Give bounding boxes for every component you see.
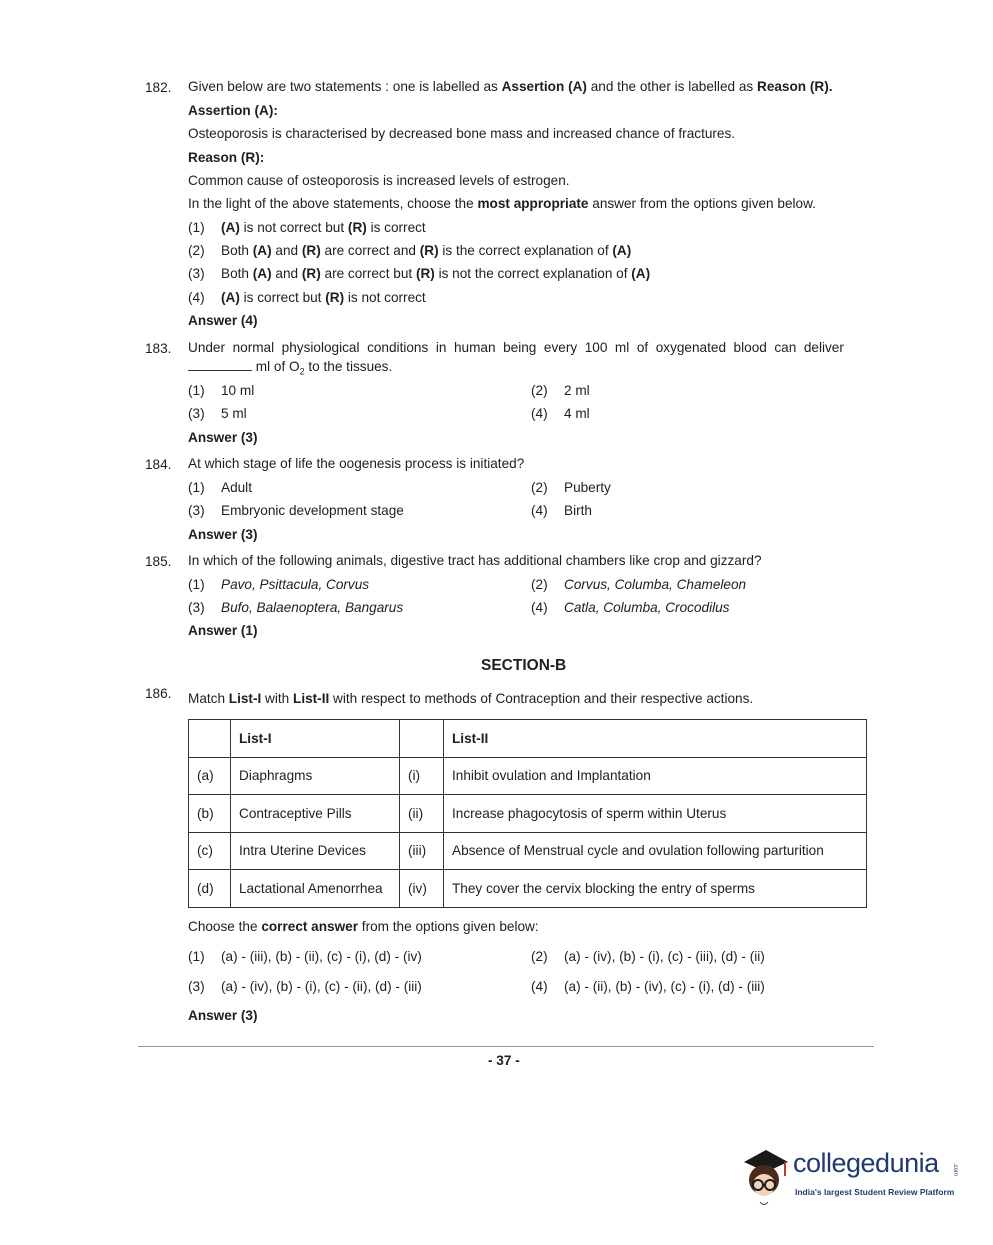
option-2: (2) Both (A) and (R) are correct and (R) is the correct explanation of (A)	[188, 243, 632, 258]
option-2: (2) (a) - (iv), (b) - (i), (c) - (iii), (d) - (ii)	[531, 949, 765, 964]
question-183-text: Under normal physiological conditions in human being every 100 ml of oxygenated blood can deliver	[188, 340, 844, 355]
question-182-intro: Given below are two statements : one is labelled as Assertion (A) and the other is labelled as Reason (R).	[188, 79, 833, 94]
table-row	[189, 795, 867, 833]
table-cell: (ii)	[400, 795, 444, 833]
reason-text: Common cause of osteoporosis is increased levels of estrogen.	[188, 173, 570, 188]
option-1: (1) (a) - (iii), (b) - (ii), (c) - (i), (d) - (iv)	[188, 949, 422, 964]
logo-wordmark: collegedunia	[793, 1148, 939, 1178]
table-cell: (b)	[189, 795, 231, 833]
question-184-text: At which stage of life the oogenesis process is initiated?	[188, 456, 525, 471]
table-cell: Lactational Amenorrhea	[231, 870, 400, 908]
table-cell: Increase phagocytosis of sperm within Uterus	[444, 795, 867, 833]
option-3: (3) Both (A) and (R) are correct but (R) is not the correct explanation of (A)	[188, 266, 651, 281]
option-2: (2) Puberty	[531, 480, 611, 495]
option-2: (2) Corvus, Columba, Chameleon	[531, 577, 747, 592]
table-row	[189, 757, 867, 795]
option-4: (4) (a) - (ii), (b) - (iv), (c) - (i), (d) - (iii)	[531, 979, 765, 994]
option-3: (3) Embryonic development stage	[188, 503, 404, 518]
option-4: (4) 4 ml	[531, 406, 590, 421]
question-182-instruction: In the light of the above statements, choose the most appropriate answer from the options given below.	[188, 196, 816, 211]
table-cell: (c)	[189, 832, 231, 870]
table-cell: (iv)	[400, 870, 444, 908]
answer: Answer (4)	[188, 313, 258, 328]
option-1: (1) (A) is not correct but (R) is correct	[188, 220, 426, 235]
option-1: (1) Adult	[188, 480, 252, 495]
table-row	[189, 870, 867, 908]
answer: Answer (3)	[188, 430, 258, 445]
blank-line	[188, 359, 252, 371]
option-1: (1) 10 ml	[188, 383, 255, 398]
table-cell: Intra Uterine Devices	[231, 832, 400, 870]
answer: Answer (1)	[188, 623, 258, 638]
option-4: (4) Catla, Columba, Crocodilus	[531, 600, 730, 615]
reason-label: Reason (R):	[188, 150, 265, 165]
answer: Answer (3)	[188, 1008, 258, 1023]
option-3: (3) 5 ml	[188, 406, 247, 421]
question-number: 186.	[145, 686, 172, 701]
option-4: (4) (A) is correct but (R) is not correct	[188, 290, 426, 305]
answer: Answer (3)	[188, 527, 258, 542]
page-number: - 37 -	[488, 1053, 520, 1068]
question-number: 182.	[145, 80, 172, 95]
table-cell	[400, 720, 444, 758]
option-3: (3) (a) - (iv), (b) - (i), (c) - (ii), (d) - (iii)	[188, 979, 422, 994]
table-cell: Absence of Menstrual cycle and ovulation following parturition	[444, 832, 867, 870]
table-cell: (d)	[189, 870, 231, 908]
question-number: 184.	[145, 457, 172, 472]
table-cell: Contraceptive Pills	[231, 795, 400, 833]
option-1: (1) Pavo, Psittacula, Corvus	[188, 577, 370, 592]
footer-divider	[138, 1046, 874, 1047]
question-186-instruction: Choose the correct answer from the options given below:	[188, 919, 539, 934]
table-cell	[189, 720, 231, 758]
question-186-text: Match List-I with List-II with respect to methods of Contraception and their respective actions.	[188, 691, 754, 706]
question-number: 185.	[145, 554, 172, 569]
option-3: (3) Bufo, Balaenoptera, Bangarus	[188, 600, 404, 615]
table-header-row	[189, 720, 867, 758]
question-185-text: In which of the following animals, digestive tract has additional chambers like crop and gizzard?	[188, 553, 762, 568]
section-heading: SECTION-B	[481, 657, 567, 674]
table-cell: (i)	[400, 757, 444, 795]
assertion-text: Osteoporosis is characterised by decreased bone mass and increased chance of fractures.	[188, 126, 736, 141]
question-number: 183.	[145, 341, 172, 356]
table-header-list-1: List-I	[231, 720, 400, 758]
table-cell: They cover the cervix blocking the entry of sperms	[444, 870, 867, 908]
table-header-list-2: List-II	[444, 720, 867, 758]
table-cell: Diaphragms	[231, 757, 400, 795]
table-cell: Inhibit ovulation and Implantation	[444, 757, 867, 795]
option-2: (2) 2 ml	[531, 383, 590, 398]
logo-suffix: .com	[952, 1163, 958, 1177]
option-4: (4) Birth	[531, 503, 592, 518]
table-cell: (iii)	[400, 832, 444, 870]
assertion-label: Assertion (A):	[188, 103, 278, 118]
table-cell: (a)	[189, 757, 231, 795]
logo-tagline: India's largest Student Review Platform	[795, 1187, 955, 1197]
question-183-text-line2: ml of $O_2$ to the tissues.	[188, 359, 392, 377]
table-row	[189, 832, 867, 870]
match-table	[188, 719, 867, 908]
